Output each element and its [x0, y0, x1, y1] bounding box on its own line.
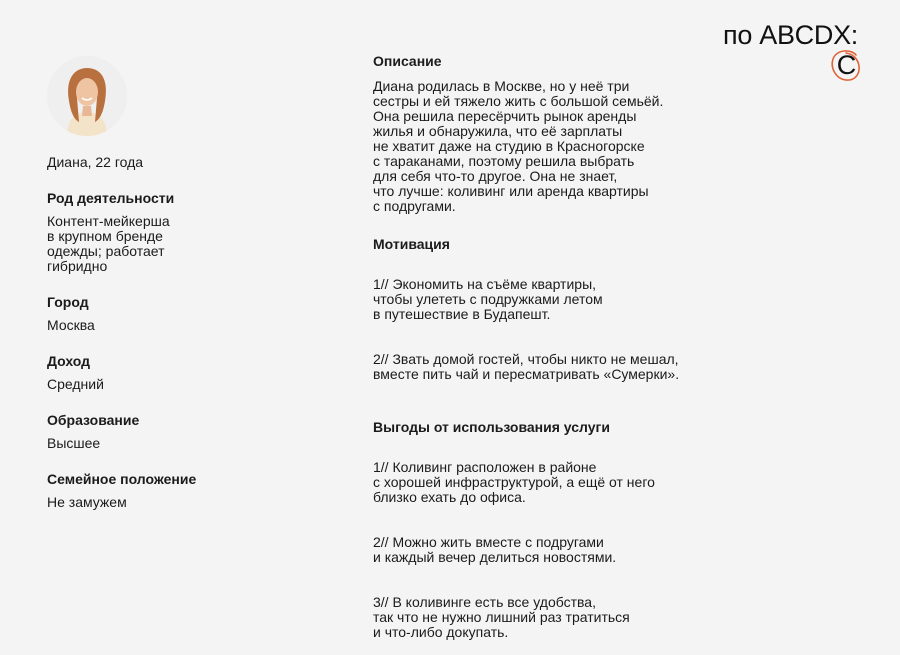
benefits-title: Выгоды от использования услуги [373, 419, 610, 435]
occupation-title: Род деятельности [47, 190, 175, 206]
avatar-photo [47, 56, 127, 136]
profile-column [47, 56, 277, 510]
details-column [373, 53, 733, 655]
grade-value: С [836, 50, 856, 80]
person-name-age: Диана, 22 года [47, 154, 144, 170]
benefit-item: 2// Можно жить вместе с подругами и каждый вечер делиться новостями. [373, 534, 617, 565]
benefit-item: 3// В коливинге есть все удобства, так что не нужно лишний раз тратиться и что-либо докупать. [373, 594, 630, 640]
city-title: Город [47, 294, 89, 310]
abcdx-badge [723, 20, 858, 80]
abcdx-label: по ABCDX: [723, 20, 858, 50]
education-value: Высшее [47, 435, 101, 451]
marital-status-value: Не замужем [47, 494, 127, 510]
description-title: Описание [373, 53, 442, 69]
motivation-item: 1// Экономить на съёме квартиры, чтобы улететь с подружками летом в путешествие в Будапешт. [373, 276, 603, 322]
description-text: Диана родилась в Москве, но у неё три сестры и ей тяжело жить с большой семьёй. Она решила пересёрчить рынок аренды жилья и обнаружила, что её зарплаты не хватит даже на студию в Красногорске с тараканами, поэтому решила выбрать для себя что-то другое. Она не знает, что лучше: коливинг или аренда квартиры с подругами. [373, 78, 664, 214]
marital-status-title: Семейное положение [47, 471, 197, 487]
income-value: Средний [47, 376, 104, 392]
motivation-title: Мотивация [373, 236, 450, 252]
grade-letter [835, 50, 858, 80]
occupation-value: Контент-мейкерша в крупном бренде одежды; работает гибридно [47, 213, 170, 274]
grade-circle-icon [829, 47, 863, 83]
education-title: Образование [47, 412, 140, 428]
avatar [47, 56, 127, 136]
motivation-item: 2// Звать домой гостей, чтобы никто не мешал, вместе пить чай и пересматривать «Сумерки». [373, 351, 680, 382]
motivation-list [373, 262, 733, 397]
income-title: Доход [47, 353, 91, 369]
benefits-list [373, 445, 733, 655]
city-value: Москва [47, 317, 95, 333]
benefit-item: 1// Коливинг расположен в районе с хорошей инфраструктурой, а ещё от него близко ехать до офиса. [373, 459, 655, 505]
